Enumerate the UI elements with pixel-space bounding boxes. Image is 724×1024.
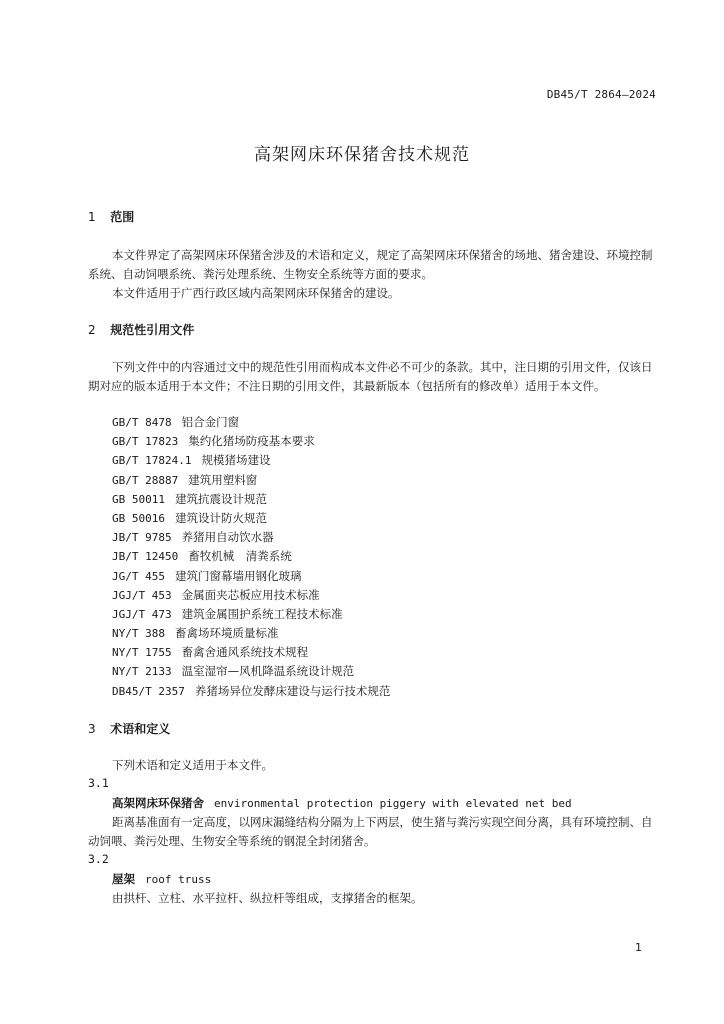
section-title: 范围	[110, 210, 135, 224]
standard-code: DB45/T 2864—2024	[546, 88, 656, 101]
reference-list	[112, 414, 390, 702]
reference-item: JB/T 9785 养猪用自动饮水器	[112, 530, 274, 545]
section-number: 2	[88, 323, 96, 337]
reference-item: NY/T 1755 畜禽舍通风系统技术规程	[112, 645, 309, 660]
reference-item: JGJ/T 473 建筑金属围护系统工程技术标准	[112, 606, 343, 621]
term-definition: 距离基准面有一定高度，以网床漏缝结构分隔为上下两层，使生猪与粪污实现空间分离，具有环境控制、自动饲喂、粪污处理、生物安全等系统的钢混全封闭猪舍。	[88, 815, 653, 848]
section-number: 1	[88, 210, 96, 224]
reference-item: JGJ/T 453 金属面夹芯板应用技术标准	[112, 587, 320, 602]
term-number: 3.2	[88, 852, 109, 866]
references-intro: 下列文件中的内容通过文中的规范性引用而构成本文件必不可少的条款。其中，注日期的引用文件，仅该日期对应的版本适用于本文件；不注日期的引用文件，其最新版本（包括所有的修改单）适用于本文件。	[88, 360, 653, 393]
section-title: 规范性引用文件	[110, 323, 195, 337]
reference-item: NY/T 388 畜禽场环境质量标准	[112, 626, 279, 641]
term-definition: 由拱杆、立柱、水平拉杆、纵拉杆等组成，支撑猪舍的框架。	[112, 891, 423, 905]
term-english: roof truss	[145, 873, 212, 886]
term-heading	[112, 871, 211, 887]
term-number: 3.1	[88, 776, 109, 790]
term-chinese: 屋架	[112, 872, 135, 886]
reference-item: GB/T 28887 建筑用塑料窗	[112, 472, 258, 487]
reference-item: NY/T 2133 温室湿帘—风机降温系统设计规范	[112, 664, 355, 679]
reference-item: GB/T 8478 铝合金门窗	[112, 415, 240, 429]
page-number: 1	[635, 941, 642, 954]
reference-item: JB/T 12450 畜牧机械 清粪系统	[112, 549, 292, 564]
reference-item: GB 50011 建筑抗震设计规范	[112, 491, 267, 506]
section-title: 术语和定义	[110, 722, 171, 736]
reference-item: GB/T 17823 集约化猪场防疫基本要求	[112, 434, 315, 449]
section-1-heading	[88, 208, 134, 225]
document-title: 高架网床环保猪舍技术规范	[254, 145, 470, 165]
reference-item: GB/T 17824.1 规模猪场建设	[112, 453, 271, 468]
reference-item: GB 50016 建筑设计防火规范	[112, 510, 267, 525]
term-chinese: 高架网床环保猪舍	[112, 796, 204, 810]
watermark-mark	[258, 659, 259, 660]
term-english: environmental protection piggery with elevated net bed	[214, 797, 572, 810]
terms-intro: 下列术语和定义适用于本文件。	[112, 758, 273, 772]
scope-paragraph: 本文件界定了高架网床环保猪舍涉及的术语和定义，规定了高架网床环保猪舍的场地、猪舍建设、环境控制系统、自动饲喂系统、粪污处理系统、生物安全系统等方面的要求。	[88, 248, 653, 281]
reference-item: JG/T 455 建筑门窗幕墙用钢化玻璃	[112, 568, 302, 583]
section-number: 3	[88, 722, 96, 736]
section-3-heading	[88, 720, 170, 737]
scope-applicability: 本文件适用于广西行政区域内高架网床环保猪舍的建设。	[112, 286, 400, 300]
section-2-heading	[88, 321, 194, 338]
reference-item: DB45/T 2357 养猪场异位发酵床建设与运行技术规范	[112, 683, 391, 698]
